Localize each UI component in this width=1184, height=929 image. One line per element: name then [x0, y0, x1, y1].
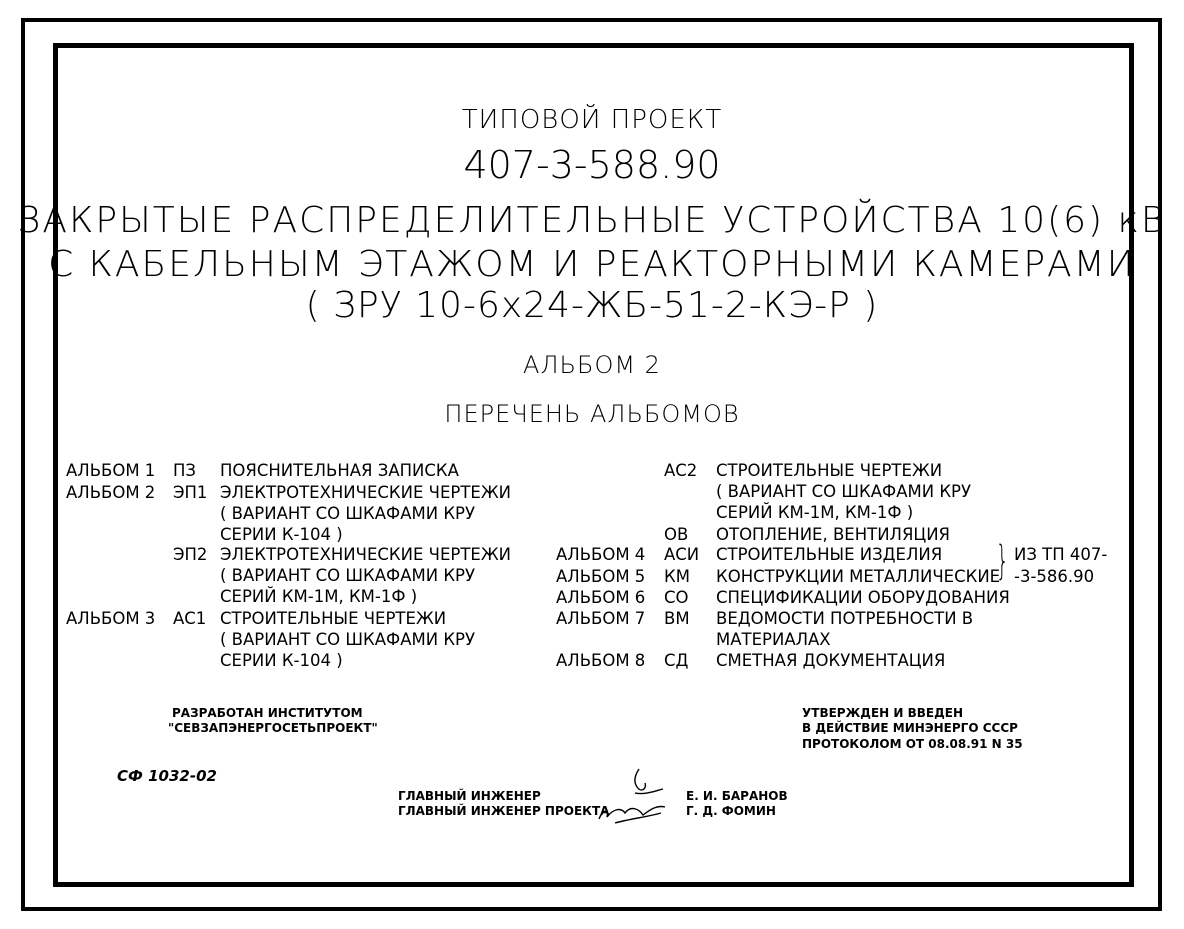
album-desc: ПОЯСНИТЕЛЬНАЯ ЗАПИСКА — [220, 461, 459, 480]
album-name: АЛЬБОМ 3 — [66, 609, 156, 628]
album-desc: КОНСТРУКЦИИ МЕТАЛЛИЧЕСКИЕ — [716, 567, 1001, 586]
title-line-1: ЗАКРЫТЫЕ РАСПРЕДЕЛИТЕЛЬНЫЕ УСТРОЙСТВА 10(6) кВ — [17, 200, 1167, 241]
album-desc: СТРОИТЕЛЬНЫЕ ЧЕРТЕЖИ — [716, 461, 943, 480]
album-desc: ( ВАРИАНТ СО ШКАФАМИ КРУ — [220, 630, 476, 649]
title-line-3: ( ЗРУ 10-6х24-ЖБ-51-2-КЭ-Р ) — [305, 285, 879, 326]
developer-label: РАЗРАБОТАН ИНСТИТУТОМ — [172, 706, 363, 720]
approval-line: ПРОТОКОЛОМ ОТ 08.08.91 N 35 — [802, 737, 1023, 751]
album-desc: СТРОИТЕЛЬНЫЕ ЧЕРТЕЖИ — [220, 609, 447, 628]
signature-name: Е. И. БАРАНОВ — [686, 789, 788, 803]
album-desc: СМЕТНАЯ ДОКУМЕНТАЦИЯ — [716, 651, 946, 670]
album-name: АЛЬБОМ 5 — [556, 567, 646, 586]
album-desc: СЕРИИ К-104 ) — [220, 651, 343, 670]
list-title: ПЕРЕЧЕНЬ АЛЬБОМОВ — [444, 400, 740, 428]
album-code: АС1 — [173, 609, 207, 628]
title-line-2: С КАБЕЛЬНЫМ ЭТАЖОМ И РЕАКТОРНЫМИ КАМЕРАМИ — [48, 244, 1136, 285]
album-name: АЛЬБОМ 4 — [556, 545, 646, 564]
album-name: АЛЬБОМ 8 — [556, 651, 646, 670]
document-code: СФ 1032-02 — [117, 767, 217, 785]
album-code: ЭП2 — [173, 545, 208, 564]
album-desc: СТРОИТЕЛЬНЫЕ ИЗДЕЛИЯ — [716, 545, 943, 564]
album-desc: ( ВАРИАНТ СО ШКАФАМИ КРУ — [220, 566, 476, 585]
reference-note: -3-586.90 — [1014, 567, 1095, 586]
approval-line: В ДЕЙСТВИЕ МИНЭНЕРГО СССР — [802, 721, 1018, 735]
album-desc: СЕРИЙ КМ-1М, КМ-1Ф ) — [220, 587, 418, 606]
album-code: ПЗ — [173, 461, 196, 480]
album-code: ОВ — [664, 525, 689, 544]
album-desc: СЕРИИ К-104 ) — [220, 525, 343, 544]
album-code: СД — [664, 651, 689, 670]
album-code: АСИ — [664, 545, 700, 564]
curly-brace-icon: } — [996, 538, 1009, 584]
album-desc: ( ВАРИАНТ СО ШКАФАМИ КРУ — [716, 482, 972, 501]
project-number: 407-3-588.90 — [463, 143, 721, 187]
developer-name: "СЕВЗАПЭНЕРГОСЕТЬПРОЕКТ" — [168, 721, 378, 735]
signature-name: Г. Д. ФОМИН — [686, 804, 776, 818]
album-name: АЛЬБОМ 6 — [556, 588, 646, 607]
album-code: ВМ — [664, 609, 690, 628]
album-code: АС2 — [664, 461, 698, 480]
reference-note: ИЗ ТП 407- — [1014, 545, 1108, 564]
approval-line: УТВЕРЖДЕН И ВВЕДЕН — [802, 706, 964, 720]
handwritten-signature-icon — [595, 765, 675, 827]
project-type: ТИПОВОЙ ПРОЕКТ — [461, 105, 723, 135]
album-desc: СЕРИЙ КМ-1М, КМ-1Ф ) — [716, 503, 914, 522]
album-name: АЛЬБОМ 7 — [556, 609, 646, 628]
album-code: ЭП1 — [173, 483, 208, 502]
album-label: АЛЬБОМ 2 — [523, 351, 661, 379]
album-desc: ВЕДОМОСТИ ПОТРЕБНОСТИ В — [716, 609, 974, 628]
album-desc: ( ВАРИАНТ СО ШКАФАМИ КРУ — [220, 504, 476, 523]
album-name: АЛЬБОМ 2 — [66, 483, 156, 502]
signature-role: ГЛАВНЫЙ ИНЖЕНЕР ПРОЕКТА — [398, 804, 610, 818]
album-desc: МАТЕРИАЛАХ — [716, 630, 831, 649]
album-code: КМ — [664, 567, 690, 586]
album-desc: ЭЛЕКТРОТЕХНИЧЕСКИЕ ЧЕРТЕЖИ — [220, 545, 511, 564]
album-desc: ОТОПЛЕНИЕ, ВЕНТИЛЯЦИЯ — [716, 525, 951, 544]
album-code: СО — [664, 588, 689, 607]
album-name: АЛЬБОМ 1 — [66, 461, 156, 480]
album-desc: ЭЛЕКТРОТЕХНИЧЕСКИЕ ЧЕРТЕЖИ — [220, 483, 511, 502]
signature-role: ГЛАВНЫЙ ИНЖЕНЕР — [398, 789, 541, 803]
album-desc: СПЕЦИФИКАЦИИ ОБОРУДОВАНИЯ — [716, 588, 1010, 607]
